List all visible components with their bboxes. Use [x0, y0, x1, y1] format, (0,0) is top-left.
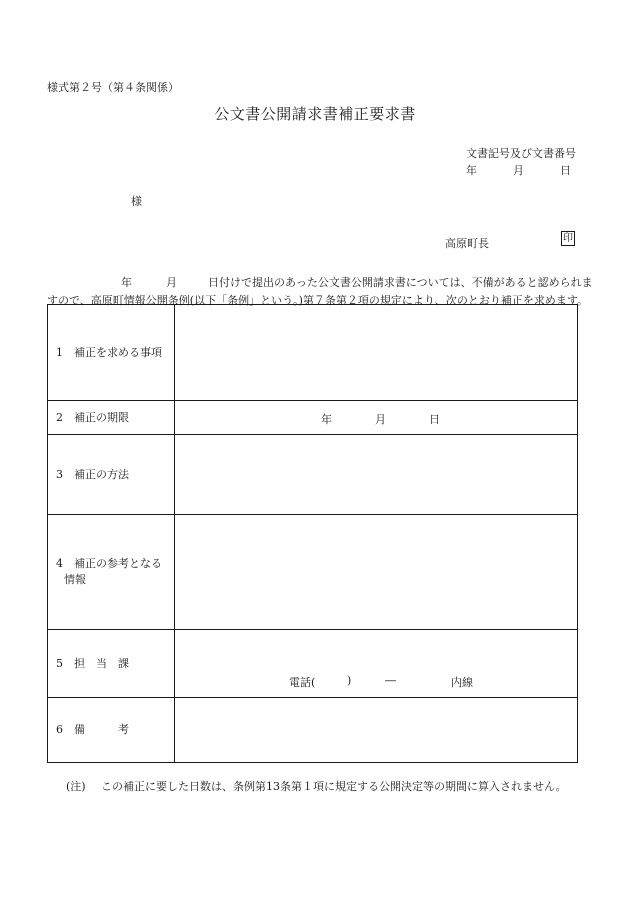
- deadline-year: 年: [321, 413, 332, 426]
- table-row: [48, 630, 578, 698]
- remarks-field[interactable]: [175, 698, 578, 763]
- reference-field[interactable]: [175, 515, 578, 630]
- row-label-remarks: 6 備 考: [48, 698, 175, 763]
- deadline-month: 月: [375, 413, 386, 426]
- seal-mark: 印: [563, 233, 573, 244]
- table-row: [48, 698, 578, 763]
- footnote-marker: (注): [66, 780, 86, 793]
- document-number-label: 文書記号及び文書番号: [466, 147, 576, 160]
- row-label-method: 3 補正の方法: [48, 435, 175, 515]
- phone-close: ): [347, 674, 352, 687]
- extension-label: 内線: [451, 676, 473, 689]
- row-label-reference-line1: 4 補正の参考となる: [56, 557, 162, 570]
- table-row: [48, 515, 578, 630]
- issue-date-year: 年: [466, 164, 477, 177]
- issuer-title: 高原町長: [445, 237, 489, 250]
- row-label-reference: [48, 515, 175, 630]
- phone-label: 電話(: [289, 676, 316, 689]
- issue-date-day: 日: [560, 164, 571, 177]
- phone-dash: ―: [385, 674, 396, 687]
- deadline-day: 日: [429, 413, 440, 426]
- footnote-text: この補正に要した日数は、条例第13条第１項に規定する公開決定等の期間に算入されません。: [101, 780, 567, 793]
- issue-date-month: 月: [513, 164, 524, 177]
- department-field[interactable]: [175, 630, 578, 698]
- body-text-line2: すので、高原町情報公開条例(以下「条例」という。)第７条第２項の規定により、次のとおり補正を求めます。: [47, 294, 588, 307]
- row-label-department: 5 担 当 課: [48, 630, 175, 698]
- addressee-honorific: 様: [131, 195, 142, 208]
- deadline-field[interactable]: [175, 401, 578, 435]
- table-row: [48, 435, 578, 515]
- table-row: [48, 305, 578, 401]
- body-text-line1: 日付けで提出のあった公文書公開請求書については、不備があると認められま: [208, 276, 593, 289]
- items-field[interactable]: [175, 305, 578, 401]
- row-label-deadline: 2 補正の期限: [48, 401, 175, 435]
- row-label-reference-line2: 情報: [64, 573, 86, 586]
- document-title: 公文書公開請求書補正要求書: [214, 105, 416, 123]
- body-month: 月: [166, 276, 177, 289]
- row-label-items: 1 補正を求める事項: [48, 305, 175, 401]
- correction-form-table: [47, 304, 578, 763]
- method-field[interactable]: [175, 435, 578, 515]
- table-row: [48, 401, 578, 435]
- body-year: 年: [121, 276, 132, 289]
- form-number-label: 様式第２号（第４条関係）: [47, 81, 179, 94]
